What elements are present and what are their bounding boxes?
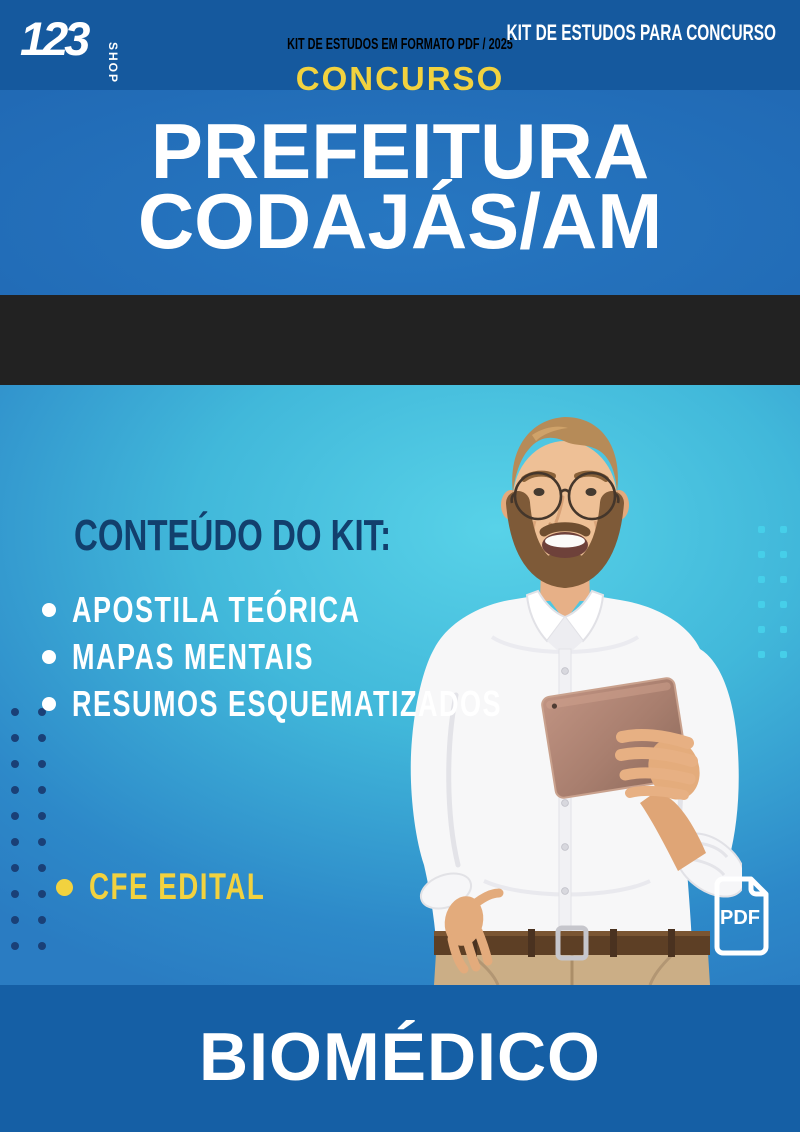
- kit-item-text: MAPAS MENTAIS: [72, 636, 315, 677]
- logo-shop-text: SHOP: [106, 42, 120, 85]
- decor-dot: [38, 734, 46, 742]
- decor-dot: [11, 942, 19, 950]
- decor-dot: [11, 838, 19, 846]
- decor-dot: [38, 760, 46, 768]
- decor-dot: [11, 786, 19, 794]
- decor-dot: [38, 890, 46, 898]
- decor-dot: [758, 601, 765, 608]
- decor-dot: [38, 916, 46, 924]
- decor-dot: [38, 838, 46, 846]
- decor-dot: [780, 551, 787, 558]
- decor-dot: [758, 626, 765, 633]
- bullet-dot-yellow: [56, 879, 73, 896]
- kit-item: [42, 683, 645, 724]
- decor-dot: [758, 651, 765, 658]
- kit-item-text: RESUMOS ESQUEMATIZADOS: [72, 683, 503, 724]
- pdf-file-icon: [703, 876, 777, 956]
- footer-role-title: BIOMÉDICO: [199, 1019, 601, 1095]
- format-banner-label: KIT DE ESTUDOS EM FORMATO PDF / 2025: [287, 36, 513, 53]
- decor-dot: [38, 786, 46, 794]
- kit-item: [42, 636, 395, 677]
- logo-123-text: 123: [20, 12, 87, 65]
- decor-dot: [11, 734, 19, 742]
- decor-dot: [11, 708, 19, 716]
- decor-dot: [11, 864, 19, 872]
- decor-dot: [11, 812, 19, 820]
- pdf-icon-label: PDF: [720, 907, 760, 929]
- page-title: [0, 107, 800, 265]
- decor-dot: [38, 812, 46, 820]
- decor-dot: [11, 890, 19, 898]
- left-dot-pattern: [11, 708, 46, 950]
- kicker-concurso: CONCURSO: [295, 60, 505, 97]
- decor-dot: [758, 551, 765, 558]
- right-dot-pattern: [758, 526, 787, 658]
- top-right-label-text: KIT DE ESTUDOS PARA CONCURSO: [506, 20, 776, 45]
- kit-heading-text: CONTEÚDO DO KIT:: [74, 511, 392, 560]
- kit-highlight-text: CFE EDITAL: [89, 866, 266, 907]
- decor-dot: [780, 651, 787, 658]
- decor-dot: [38, 864, 46, 872]
- kit-item: [42, 589, 457, 630]
- bullet-dot: [42, 603, 56, 617]
- decor-dot: [11, 916, 19, 924]
- decor-dot: [758, 526, 765, 533]
- decor-dot: [780, 576, 787, 583]
- decor-dot: [758, 576, 765, 583]
- decor-dot: [780, 626, 787, 633]
- title-line-2: CODAJÁS/AM: [137, 177, 663, 265]
- bullet-dot: [42, 650, 56, 664]
- decor-dot: [11, 760, 19, 768]
- top-right-label: [391, 20, 776, 46]
- kit-item-text: APOSTILA TEÓRICA: [72, 589, 361, 630]
- title-line-1: PREFEITURA: [150, 107, 650, 195]
- kit-highlight-item: [56, 866, 324, 907]
- decor-dot: [780, 601, 787, 608]
- kit-heading: [74, 511, 497, 561]
- decor-dot: [38, 942, 46, 950]
- decor-dot: [780, 526, 787, 533]
- bullet-dot: [42, 697, 56, 711]
